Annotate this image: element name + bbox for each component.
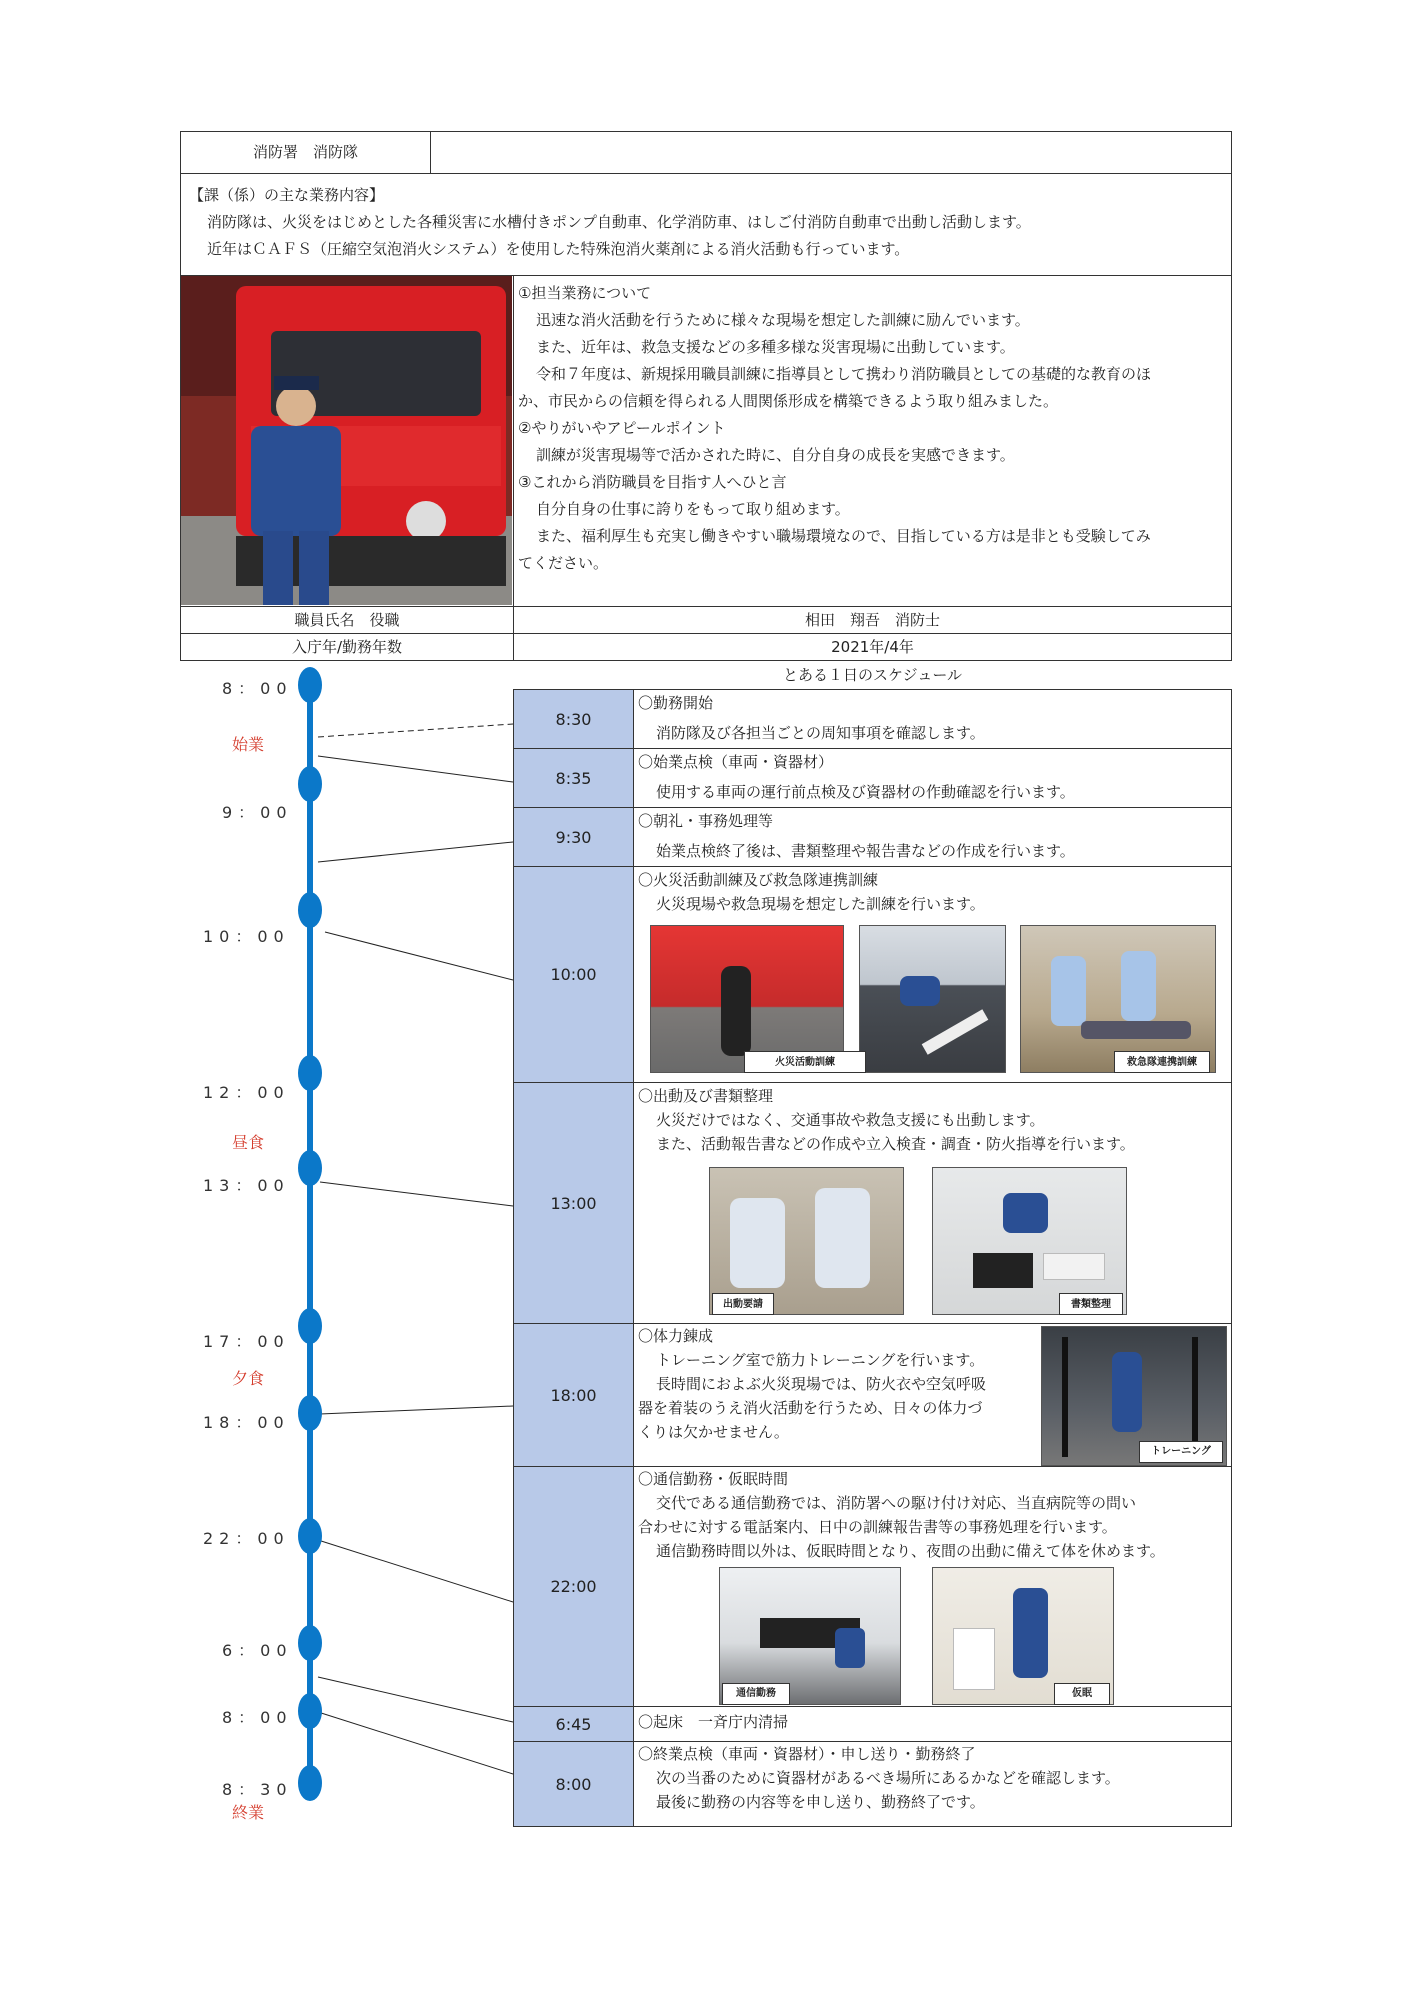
year-label: 入庁年/勤務年数 bbox=[291, 637, 403, 656]
timeline-dot bbox=[298, 1625, 322, 1661]
row-line: 火災現場や救急現場を想定した訓練を行います。 bbox=[656, 895, 985, 913]
timeline-time: 9：00 bbox=[222, 803, 293, 822]
profile-line: 自分自身の仕事に誇りをもって取り組めます。 bbox=[536, 500, 850, 518]
row-time: 22:00 bbox=[550, 1577, 597, 1596]
schedule-row-time bbox=[513, 1323, 634, 1467]
row-line: 最後に勤務の内容等を申し送り、勤務終了です。 bbox=[656, 1793, 985, 1811]
row-line: また、活動報告書などの作成や立入検査・調査・防火指導を行います。 bbox=[656, 1135, 1135, 1153]
schedule-row-time bbox=[513, 1741, 634, 1827]
schedule-row-content bbox=[633, 807, 1232, 867]
row-line: トレーニング室で筋力トレーニングを行います。 bbox=[656, 1351, 985, 1369]
row-time: 8:00 bbox=[555, 1774, 592, 1794]
row-line: 次の当番のために資器材があるべき場所にあるかなどを確認します。 bbox=[656, 1769, 1120, 1787]
profile-line: また、近年は、救急支援などの多種多様な災害現場に出動しています。 bbox=[536, 338, 1015, 356]
row-title: 〇通信勤務・仮眠時間 bbox=[638, 1470, 789, 1488]
photo-caption: 仮眠 bbox=[1054, 1683, 1110, 1705]
timeline-dot bbox=[298, 1308, 322, 1344]
photo-caption: トレーニング bbox=[1139, 1441, 1223, 1463]
schedule-row-time bbox=[513, 1706, 634, 1742]
name-label: 職員氏名 役職 bbox=[294, 610, 400, 629]
row-line: 交代である通信勤務では、消防署への駆け付け対応、当直病院等の問い bbox=[656, 1494, 1137, 1512]
timeline-time: 8：00 bbox=[222, 1708, 293, 1727]
year-value: 2021年/4年 bbox=[831, 637, 914, 656]
schedule-row-time bbox=[513, 748, 634, 808]
hose-training-photo bbox=[859, 925, 1006, 1073]
department-name: 消防署 消防隊 bbox=[252, 143, 358, 161]
schedule-row-time bbox=[513, 1466, 634, 1707]
row-title: 〇体力錬成 bbox=[638, 1327, 714, 1345]
profile-line: ③これから消防職員を目指す人へひと言 bbox=[518, 473, 787, 491]
timeline-time: 6：00 bbox=[222, 1641, 293, 1660]
row-time: 13:00 bbox=[550, 1193, 597, 1213]
row-title: 〇始業点検（車両・資器材） bbox=[638, 753, 834, 771]
row-time: 9:30 bbox=[555, 827, 592, 847]
timeline-time: 22：00 bbox=[203, 1529, 290, 1548]
row-title: 〇出動及び書類整理 bbox=[638, 1087, 774, 1105]
profile-line: ①担当業務について bbox=[518, 284, 652, 302]
timeline-dot bbox=[298, 766, 322, 802]
timeline-time: 12：00 bbox=[203, 1083, 290, 1102]
row-time: 8:30 bbox=[555, 709, 592, 729]
timeline-time: 13：00 bbox=[203, 1176, 290, 1195]
schedule-row-time bbox=[513, 689, 634, 749]
row-line: 器を着装のうえ消火活動を行うため、日々の体力づ bbox=[638, 1399, 983, 1417]
timeline-time: 17：00 bbox=[203, 1332, 290, 1351]
timeline-dot bbox=[298, 1693, 322, 1729]
schedule-row-content bbox=[633, 1082, 1232, 1324]
row-title: 〇終業点検（車両・資器材）・申し送り・勤務終了 bbox=[638, 1745, 976, 1763]
timeline-label-lunch: 昼食 bbox=[232, 1133, 265, 1152]
timeline-time: 8：30 bbox=[222, 1780, 293, 1799]
row-line: 長時間におよぶ火災現場では、防火衣や空気呼吸 bbox=[656, 1375, 987, 1393]
timeline-label-end: 終業 bbox=[232, 1803, 265, 1822]
photo-caption: 出動要請 bbox=[712, 1293, 774, 1315]
row-line: 火災だけではなく、交通事故や救急支援にも出動します。 bbox=[656, 1111, 1045, 1129]
schedule-row-content bbox=[633, 1706, 1232, 1742]
row-line: 通信勤務時間以外は、仮眠時間となり、夜間の出動に備えて体を休めます。 bbox=[656, 1542, 1165, 1560]
schedule-row-time bbox=[513, 807, 634, 867]
profile-line: また、福利厚生も充実し働きやすい職場環境なので、目指している方は是非とも受験してみ bbox=[536, 527, 1151, 545]
profile-line: か、市民からの信頼を得られる人間関係形成を構築できるよう取り組みました。 bbox=[518, 392, 1059, 410]
schedule-row-content bbox=[633, 866, 1232, 1083]
timeline-label-dinner: 夕食 bbox=[232, 1369, 265, 1388]
timeline-dot bbox=[298, 1395, 322, 1431]
name-value: 相田 翔吾 消防士 bbox=[804, 610, 940, 629]
schedule-row-content bbox=[633, 1466, 1232, 1707]
row-time: 10:00 bbox=[550, 965, 597, 984]
photo-caption: 書類整理 bbox=[1059, 1293, 1123, 1315]
profile-line: 迅速な消火活動を行うために様々な現場を想定した訓練に励んでいます。 bbox=[536, 311, 1030, 329]
timeline-time: 10：00 bbox=[203, 927, 290, 946]
timeline-label-start: 始業 bbox=[232, 735, 265, 754]
row-title: 〇勤務開始 bbox=[638, 694, 714, 712]
row-title: 〇起床 一斉庁内清掃 bbox=[638, 1713, 789, 1731]
timeline-time: 18：00 bbox=[203, 1413, 290, 1432]
row-time: 6:45 bbox=[555, 1714, 592, 1734]
schedule-row-time bbox=[513, 866, 634, 1083]
timeline-dot bbox=[298, 1765, 322, 1801]
row-line: 始業点検終了後は、書類整理や報告書などの作成を行います。 bbox=[656, 842, 1075, 860]
duties-line-1: 消防隊は、火災をはじめとした各種災害に水槽付きポンプ自動車、化学消防車、はしご付消防自動車で出動し活動します。 bbox=[207, 213, 1031, 231]
row-time: 18:00 bbox=[550, 1385, 597, 1405]
profile-line: ②やりがいやアピールポイント bbox=[518, 419, 726, 437]
timeline-dot bbox=[298, 667, 322, 703]
timeline-dot bbox=[298, 1518, 322, 1554]
row-line: 消防隊及び各担当ごとの周知事項を確認します。 bbox=[656, 724, 985, 742]
row-title: 〇朝礼・事務処理等 bbox=[638, 812, 774, 830]
schedule-row-content bbox=[633, 689, 1232, 749]
schedule-row-time bbox=[513, 1082, 634, 1324]
photo-caption: 通信勤務 bbox=[722, 1683, 790, 1705]
photo-caption: 火災活動訓練 bbox=[744, 1051, 866, 1073]
timeline-dot bbox=[298, 892, 322, 928]
photo-caption: 救急隊連携訓練 bbox=[1114, 1051, 1210, 1073]
duties-heading: 【課（係）の主な業務内容】 bbox=[189, 186, 385, 204]
profile-line: 訓練が災害現場等で活かされた時に、自分自身の成長を実感できます。 bbox=[536, 446, 1015, 464]
timeline-dot bbox=[298, 1055, 322, 1091]
schedule-row-content bbox=[633, 1741, 1232, 1827]
schedule-title-text: とある１日のスケジュール bbox=[782, 665, 963, 684]
schedule-row-content bbox=[633, 1323, 1232, 1467]
timeline-time: 8：00 bbox=[222, 679, 293, 698]
row-line: くりは欠かせません。 bbox=[638, 1423, 789, 1441]
row-title: 〇火災活動訓練及び救急隊連携訓練 bbox=[638, 871, 879, 889]
schedule-row-content bbox=[633, 748, 1232, 808]
row-time: 8:35 bbox=[555, 768, 592, 788]
profile-line: 令和７年度は、新規採用職員訓練に指導員として携わり消防職員としての基礎的な教育のほ bbox=[536, 365, 1152, 383]
row-line: 使用する車両の運行前点検及び資器材の作動確認を行います。 bbox=[656, 783, 1075, 801]
timeline-dot bbox=[298, 1150, 322, 1186]
row-line: 合わせに対する電話案内、日中の訓練報告書等の事務処理を行います。 bbox=[638, 1518, 1117, 1536]
profile-line: てください。 bbox=[518, 554, 609, 572]
duties-line-2: 近年はＣＡＦＳ（圧縮空気泡消火システム）を使用した特殊泡消火薬剤による消火活動も行っています。 bbox=[207, 240, 910, 258]
